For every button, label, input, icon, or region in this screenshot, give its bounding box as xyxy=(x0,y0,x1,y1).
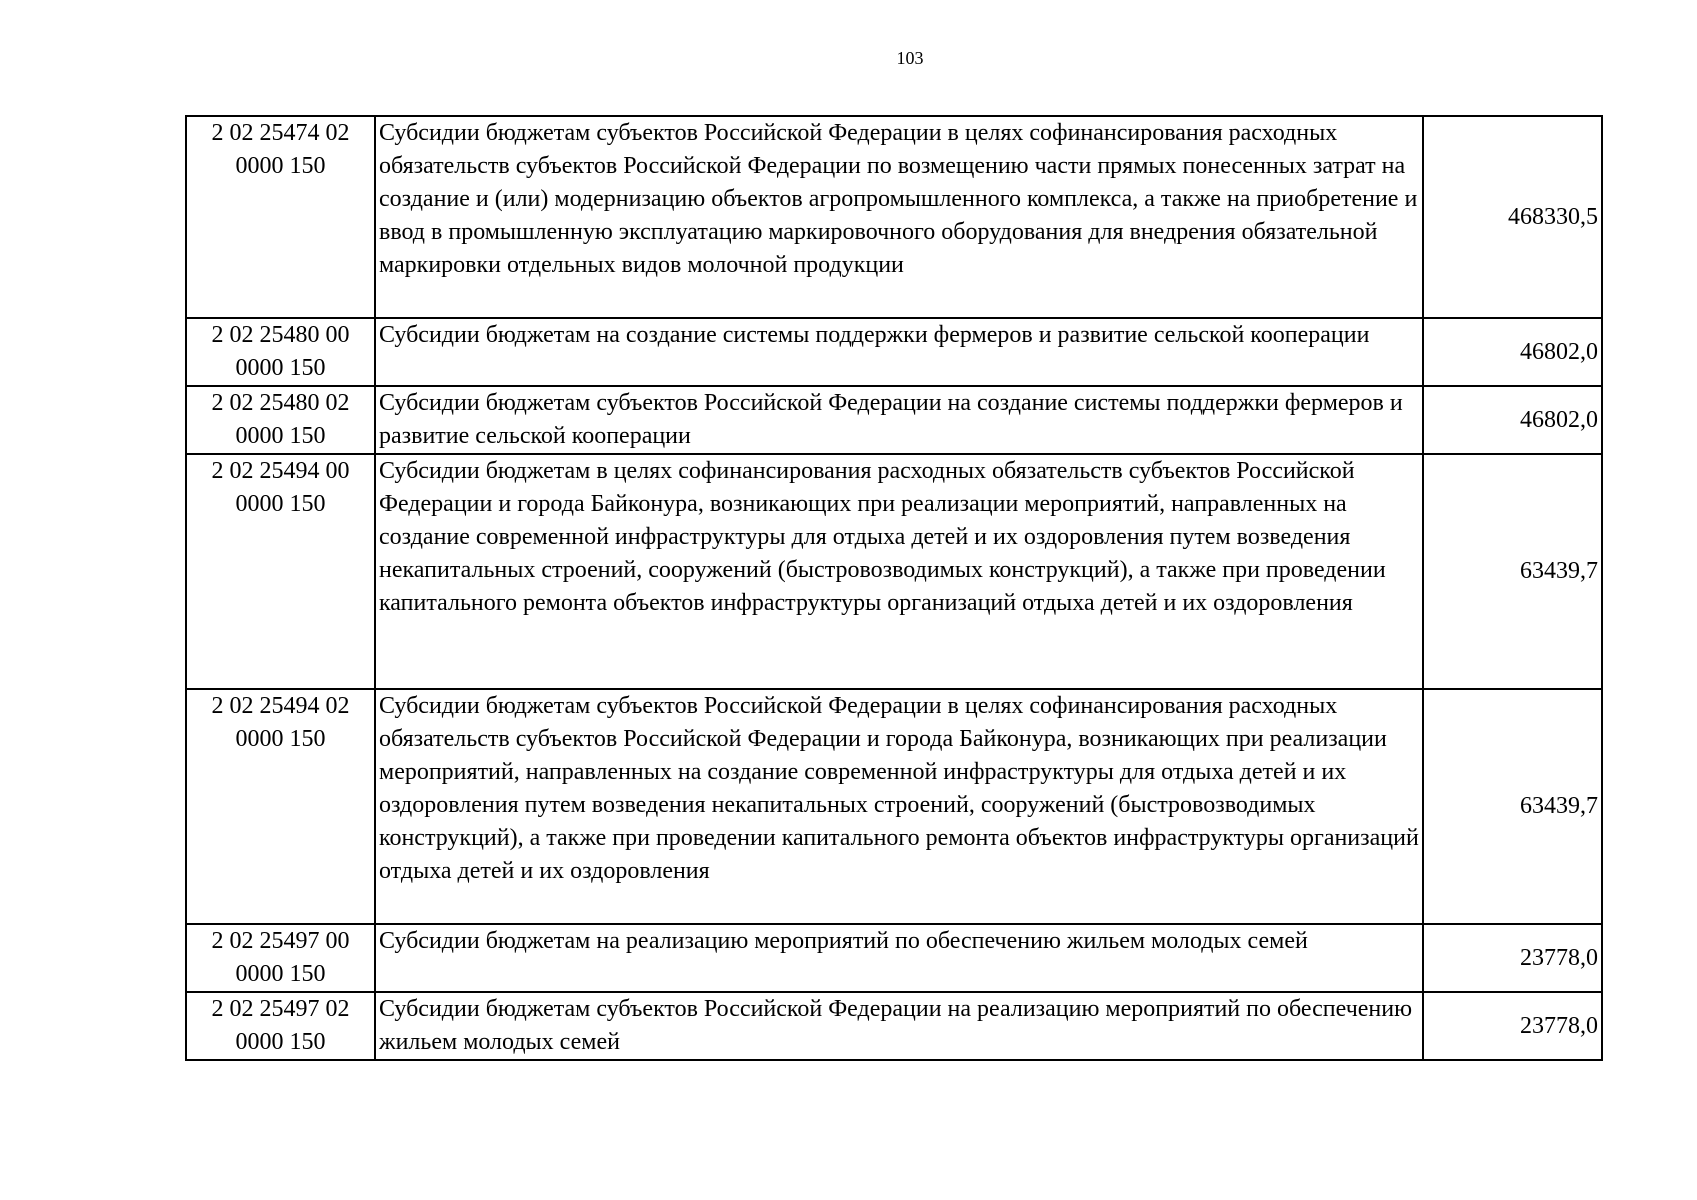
budget-code-cell: 2 02 25480 00 0000 150 xyxy=(186,318,375,386)
amount-cell: 46802,0 xyxy=(1423,318,1602,386)
amount-cell: 63439,7 xyxy=(1423,454,1602,689)
budget-code-cell: 2 02 25494 02 0000 150 xyxy=(186,689,375,924)
description-cell: Субсидии бюджетам на реализацию мероприятий по обеспечению жильем молодых семей xyxy=(375,924,1423,992)
table-row xyxy=(186,924,1602,992)
description-cell: Субсидии бюджетам субъектов Российской Федерации на создание системы поддержки фермеров и развитие сельской кооперации xyxy=(375,386,1423,454)
amount-cell: 468330,5 xyxy=(1423,116,1602,318)
table-row xyxy=(186,116,1602,318)
description-cell: Субсидии бюджетам в целях софинансирования расходных обязательств субъектов Российской Федерации и города Байконура, возникающих при реализации мероприятий, направленных на создание современной инфраструктуры для отдыха детей и их оздоровления путем возведения некапитальных строений, сооружений (быстровозводимых конструкций), а также при проведении капитального ремонта объектов инфраструктуры организаций отдыха детей и их оздоровления xyxy=(375,454,1423,689)
amount-cell: 46802,0 xyxy=(1423,386,1602,454)
description-cell: Субсидии бюджетам субъектов Российской Федерации на реализацию мероприятий по обеспечению жильем молодых семей xyxy=(375,992,1423,1060)
description-cell: Субсидии бюджетам субъектов Российской Федерации в целях софинансирования расходных обязательств субъектов Российской Федерации по возмещению части прямых понесенных затрат на создание и (или) модернизацию объектов агропромышленного комплекса, а также на приобретение и ввод в промышленную эксплуатацию маркировочного оборудования для внедрения обязательной маркировки отдельных видов молочной продукции xyxy=(375,116,1423,318)
budget-code-cell: 2 02 25497 02 0000 150 xyxy=(186,992,375,1060)
description-cell: Субсидии бюджетам на создание системы поддержки фермеров и развитие сельской кооперации xyxy=(375,318,1423,386)
budget-code-cell: 2 02 25497 00 0000 150 xyxy=(186,924,375,992)
amount-cell: 23778,0 xyxy=(1423,924,1602,992)
table-row xyxy=(186,386,1602,454)
budget-revenue-table xyxy=(185,115,1603,1061)
table-row xyxy=(186,689,1602,924)
table-row xyxy=(186,318,1602,386)
budget-code-cell: 2 02 25474 02 0000 150 xyxy=(186,116,375,318)
budget-code-cell: 2 02 25494 00 0000 150 xyxy=(186,454,375,689)
budget-code-cell: 2 02 25480 02 0000 150 xyxy=(186,386,375,454)
page-number: 103 xyxy=(896,48,924,68)
table-row xyxy=(186,454,1602,689)
amount-cell: 23778,0 xyxy=(1423,992,1602,1060)
table-row xyxy=(186,992,1602,1060)
description-cell: Субсидии бюджетам субъектов Российской Федерации в целях софинансирования расходных обязательств субъектов Российской Федерации и города Байконура, возникающих при реализации мероприятий, направленных на создание современной инфраструктуры для отдыха детей и их оздоровления путем возведения некапитальных строений, сооружений (быстровозводимых конструкций), а также при проведении капитального ремонта объектов инфраструктуры организаций отдыха детей и их оздоровления xyxy=(375,689,1423,924)
amount-cell: 63439,7 xyxy=(1423,689,1602,924)
